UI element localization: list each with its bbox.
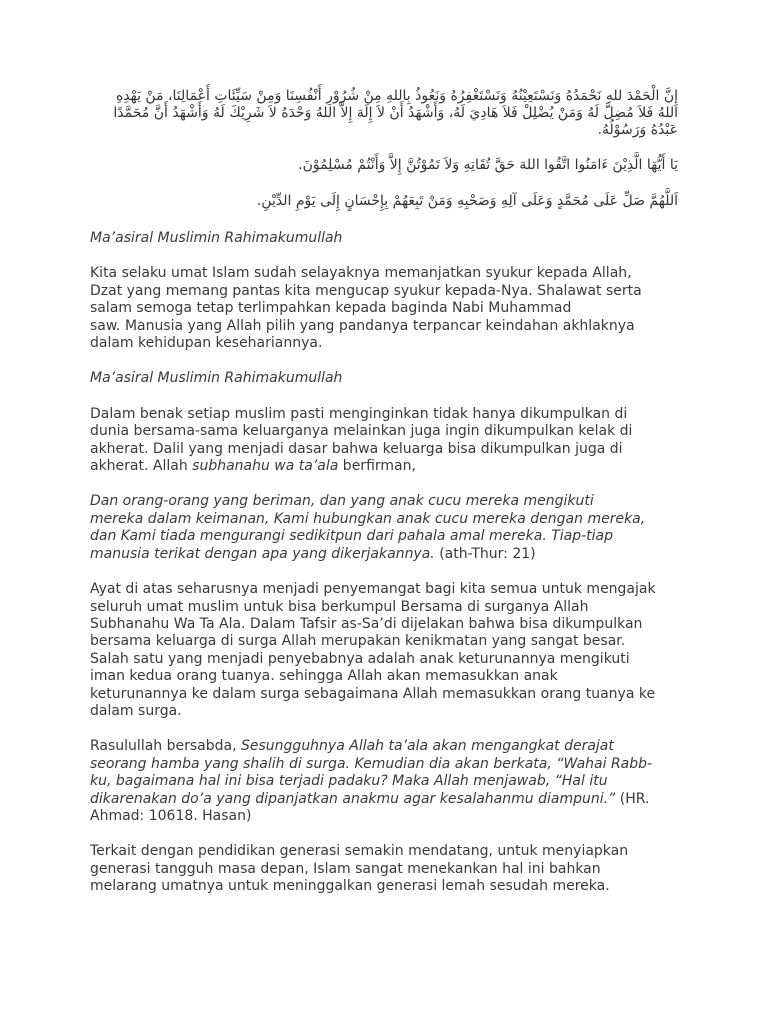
arabic-opening-line: إِنَّ الْحَمْدَ للهِ نَحْمَدُهُ وَنَسْتَعِيْنُهُ وَنَسْتَغْفِرُهُ وَنَعُوذُ بِاللهِ مِنْ شُرُوْرِ أَنْفُسِنَا وَمِنْ سَيِّئَاتِ أَعْمَالِنَا، مَنْ يَهْدِهِ xyxy=(115,88,678,104)
paragraph-line: Ayat di atas seharusnya menjadi penyemangat bagi kita semua untuk mengajak xyxy=(90,581,656,598)
quran-translation-quote xyxy=(90,493,678,563)
text-run: akherat. Allah xyxy=(90,458,193,475)
hadith-text: Sesungguhnya Allah ta’ala akan mengangkat derajat xyxy=(241,738,614,755)
paragraph-line: iman kedua orang tuanya. sehingga Allah akan memasukkan anak xyxy=(90,668,558,685)
salutation: Ma’asiral Muslimin Rahimakumullah xyxy=(90,370,343,387)
paragraph-hadith xyxy=(90,738,678,825)
quote-line: Dan orang-orang yang beriman, dan yang anak cucu mereka mengikuti xyxy=(90,493,594,510)
paragraph-line: dunia bersama-sama keluarganya melainkan juga ingin dikumpulkan kelak di xyxy=(90,423,633,440)
hadith-line: ku, bagaimana hal ini bisa terjadi padaku? Maka Allah menjawab, “Hal itu xyxy=(90,773,608,790)
arabic-quran-verse: يَا أَيُّهَا الَّذِيْنَ ءَامَنُوا اتَّقُوا اللهَ حَقَّ تُقَاتِهِ وَلاَ تَمُوْتُنَّ إِلاَّ وَأَنْتُمْ مُسْلِمُوْنَ. xyxy=(298,157,678,173)
text-run: berfirman, xyxy=(338,458,416,475)
paragraph-line: dalam surga. xyxy=(90,702,182,719)
arabic-opening-prayer xyxy=(90,88,678,139)
paragraph-line: saw. Manusia yang Allah pilih yang pandanya terpancar keindahan akhlaknya xyxy=(90,317,635,334)
paragraph-line: Terkait dengan pendidikan generasi semakin mendatang, untuk menyiapkan xyxy=(90,843,629,860)
paragraph-line: akherat. Dalil yang menjadi dasar bahwa keluarga bisa dikumpulkan juga di xyxy=(90,440,623,457)
hadith-text: dikarenakan do’a yang dipanjatkan anakmu agar kesalahanmu diampuni.” xyxy=(90,790,616,807)
verse-reference: (ath-Thur: 21) xyxy=(434,545,536,562)
paragraph-tafsir xyxy=(90,581,678,720)
paragraph-family-gathering xyxy=(90,406,678,476)
paragraph-line xyxy=(90,458,678,475)
arabic-opening-line: عَبْدُهُ وَرَسُوْلُهُ. xyxy=(597,122,678,138)
paragraph-line: seluruh umat muslim untuk bisa berkumpul Bersama di surganya Allah xyxy=(90,598,589,615)
arabic-salawat: اَللَّهُمَّ صَلِّ عَلَى مُحَمَّدٍ وَعَلَى آلِهِ وَصَحْبِهِ وَمَنْ تَبِعَهُمْ بِإِحْسَانٍ إِلَى يَوْمِ الدِّيْنِ. xyxy=(256,193,678,209)
quote-text: manusia terikat dengan apa yang dikerjakannya. xyxy=(90,545,435,562)
quote-line: mereka dalam keimanan, Kami hubungkan anak cucu mereka dengan mereka, xyxy=(90,510,646,527)
paragraph-line: dalam kehidupan kesehariannya. xyxy=(90,335,323,352)
hadith-reference: (HR. xyxy=(615,790,650,807)
paragraph-line xyxy=(90,738,678,755)
quote-line: dan Kami tiada mengurangi sedikitpun dari pahala amal mereka. Tiap-tiap xyxy=(90,528,614,545)
paragraph-gratitude xyxy=(90,265,678,352)
hadith-reference: Ahmad: 10618. Hasan) xyxy=(90,807,252,824)
paragraph-line: generasi tangguh masa depan, Islam sangat menekankan hal ini bahkan xyxy=(90,860,601,877)
paragraph-line: salam semoga tetap terlimpahkan kepada baginda Nabi Muhammad xyxy=(90,300,572,317)
paragraph-line: Salah satu yang menjadi penyebabnya adalah anak keturunannya mengikuti xyxy=(90,650,630,667)
salutation: Ma’asiral Muslimin Rahimakumullah xyxy=(90,230,343,246)
paragraph-line: bersama keluarga di surga Allah merupakan kenikmatan yang sangat besar. xyxy=(90,633,626,650)
text-run: Rasulullah bersabda, xyxy=(90,738,241,755)
paragraph-line xyxy=(90,791,678,808)
paragraph-line: Dalam benak setiap muslim pasti menginginkan tidak hanya dikumpulkan di xyxy=(90,405,628,422)
paragraph-line: Dzat yang memang pantas kita mengucap syukur kepada-Nya. Shalawat serta xyxy=(90,282,642,299)
quote-line xyxy=(90,546,678,563)
paragraph-line: keturunannya ke dalam surga sebagaimana Allah memasukkan orang tuanya ke xyxy=(90,685,656,702)
italic-phrase: subhanahu wa ta’ala xyxy=(192,458,339,475)
paragraph-line: Subhanahu Wa Ta Ala. Dalam Tafsir as-Sa’di dijelakan bahwa bisa dikumpulkan xyxy=(90,615,643,632)
paragraph-education xyxy=(90,843,678,895)
paragraph-line: melarang umatnya untuk meninggalkan generasi lemah sesudah mereka. xyxy=(90,878,610,895)
paragraph-line: Kita selaku umat Islam sudah selayaknya memanjatkan syukur kepada Allah, xyxy=(90,265,632,282)
hadith-line: seorang hamba yang shalih di surga. Kemudian dia akan berkata, “Wahai Rabb- xyxy=(90,755,653,772)
arabic-opening-line: اللهُ فَلاَ مُضِلَّ لَهُ وَمَنْ يُضْلِلْ فَلاَ هَادِيَ لَهُ، وَأَشْهَدُ أَنْ لاَ إِلَهَ إِلاَّ اللهُ وَحْدَهُ لاَ شَرِيْكَ لَهُ وَأَشْهَدُ أَنَّ مُحَمَّدًا xyxy=(113,105,678,121)
